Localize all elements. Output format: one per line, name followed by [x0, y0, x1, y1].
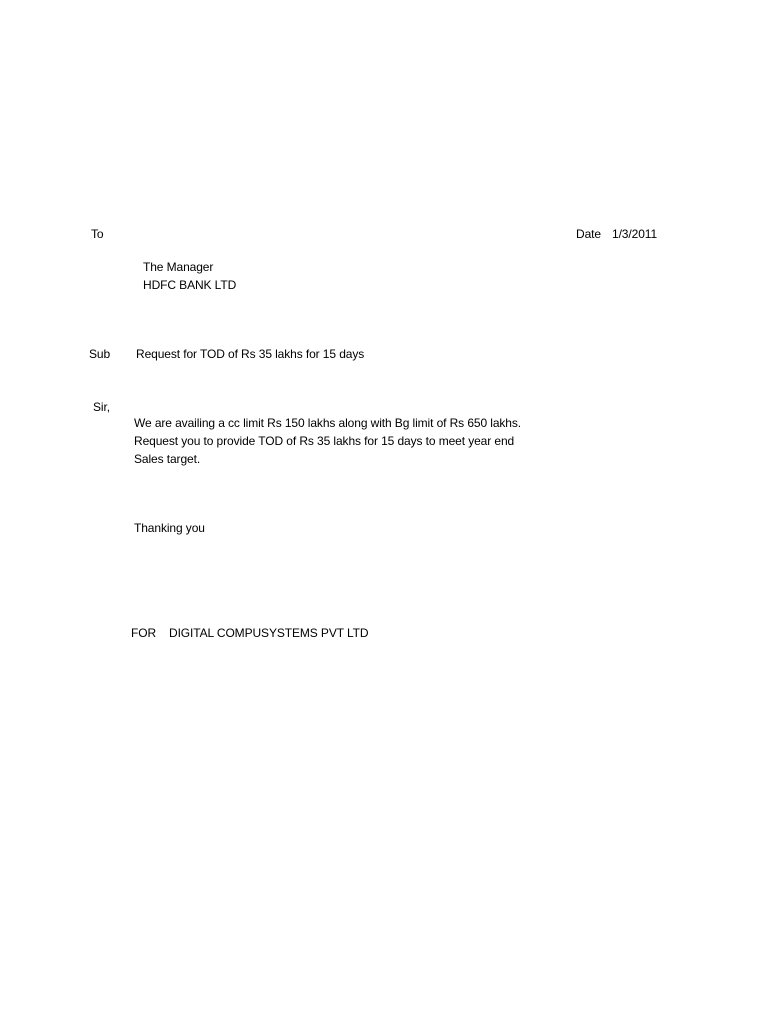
- subject-label: Sub: [89, 347, 111, 361]
- body-line-2: Request you to provide TOD of Rs 35 lakhs for 15 days to meet year end: [134, 434, 515, 448]
- subject-text: Request for TOD of Rs 35 lakhs for 15 days: [136, 347, 365, 361]
- signature-prefix: FOR: [131, 626, 157, 640]
- recipient-title: The Manager: [143, 260, 214, 274]
- closing: Thanking you: [134, 521, 205, 535]
- date-label: Date: [576, 227, 601, 241]
- recipient-bank: HDFC BANK LTD: [143, 278, 237, 292]
- salutation: Sir,: [93, 400, 110, 414]
- signature-company: DIGITAL COMPUSYSTEMS PVT LTD: [169, 626, 369, 640]
- date-value: 1/3/2011: [612, 227, 658, 241]
- to-label: To: [91, 227, 104, 241]
- body-line-1: We are availing a cc limit Rs 150 lakhs along with Bg limit of Rs 650 lakhs.: [134, 416, 522, 430]
- body-line-3: Sales target.: [134, 452, 201, 466]
